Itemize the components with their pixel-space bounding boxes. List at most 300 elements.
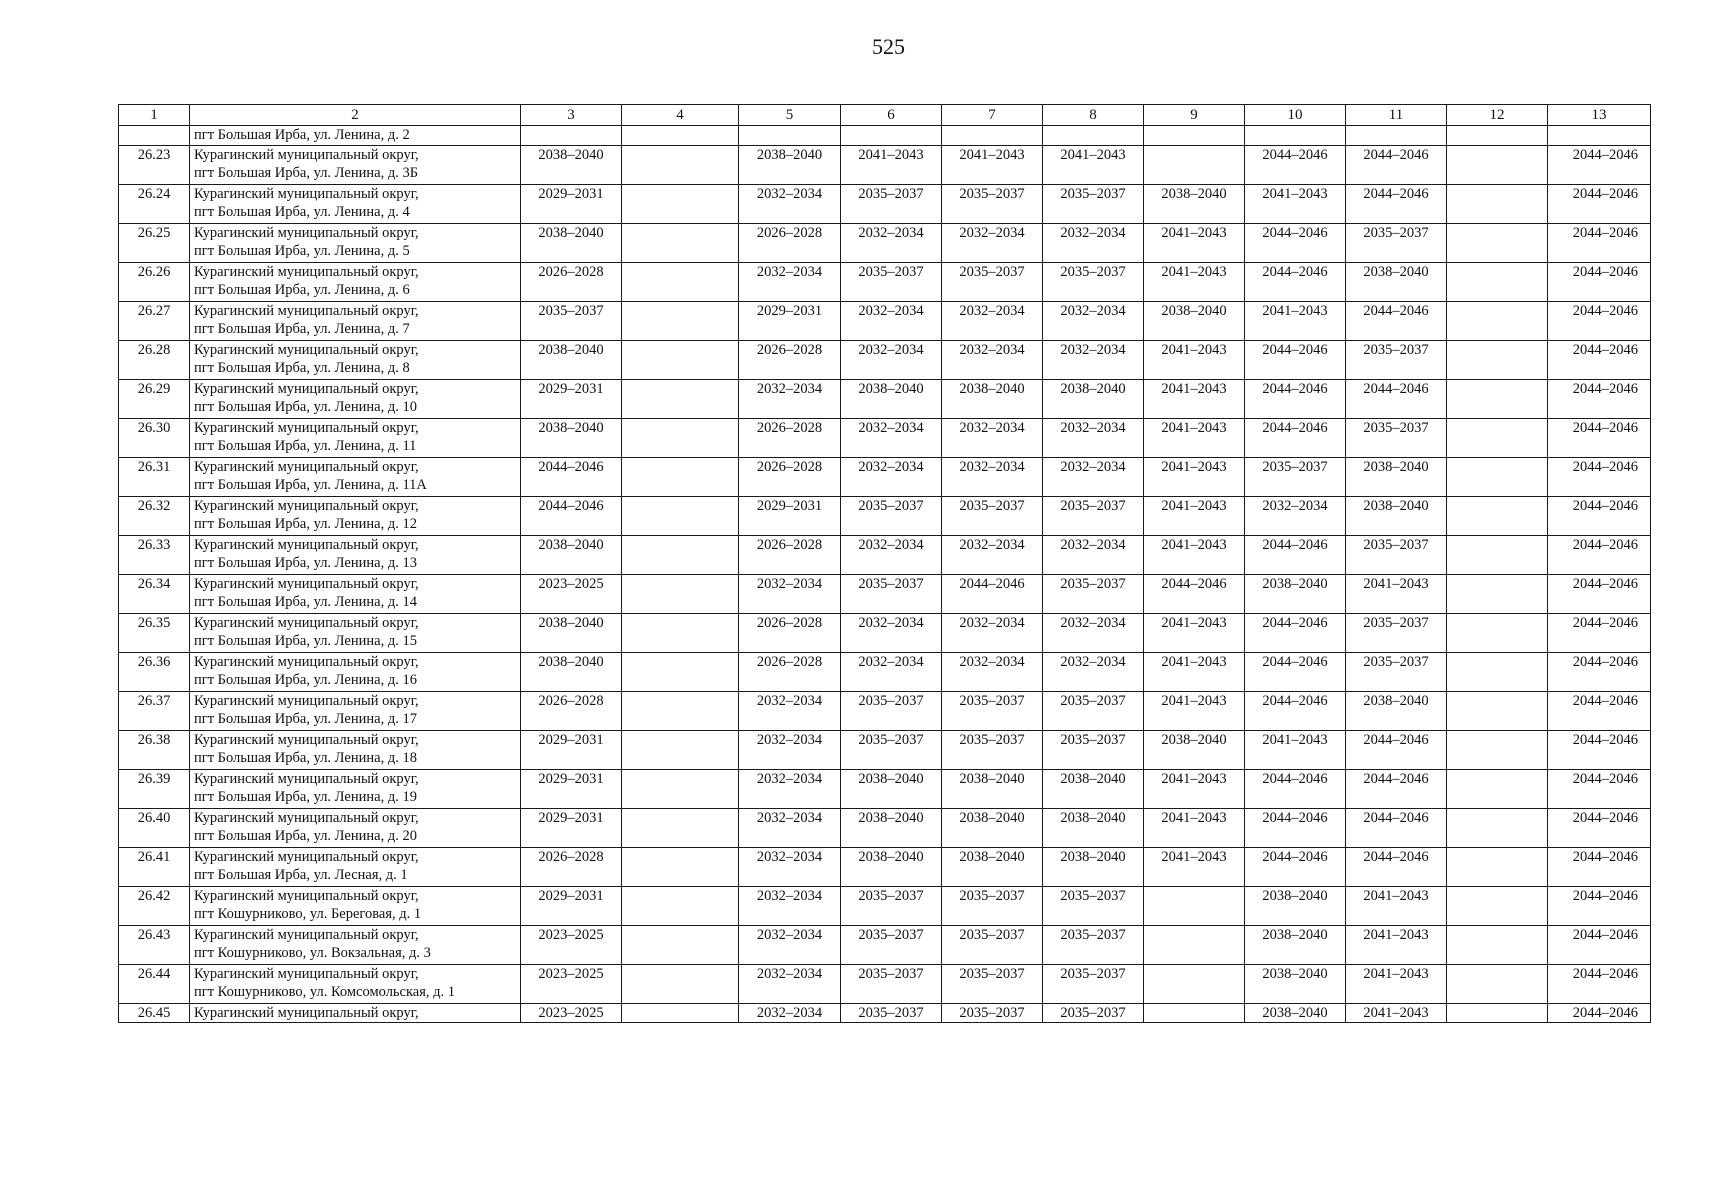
- cell-num: 26.23: [119, 146, 190, 185]
- cell-c8: 2035–2037: [1043, 965, 1144, 1004]
- cell-c10: 2044–2046: [1245, 809, 1346, 848]
- cell-c9: 2038–2040: [1144, 302, 1245, 341]
- cell-c11: 2044–2046: [1346, 302, 1447, 341]
- cell-c3: 2023–2025: [521, 575, 622, 614]
- address-line-2: пгт Большая Ирба, ул. Ленина, д. 13: [194, 555, 417, 571]
- continuation-row: [119, 126, 1651, 146]
- cell-c11: 2041–2043: [1346, 887, 1447, 926]
- cell-c4: [622, 614, 739, 653]
- cell-c13: 2044–2046: [1548, 224, 1651, 263]
- cell-c9: [1144, 1004, 1245, 1023]
- cell-c13: 2044–2046: [1548, 263, 1651, 302]
- cell-c4: [622, 146, 739, 185]
- cell-c8: 2032–2034: [1043, 653, 1144, 692]
- column-header: 11: [1346, 105, 1447, 126]
- cell-c4: [622, 692, 739, 731]
- address-line-2: пгт Кошурниково, ул. Комсомольская, д. 1: [194, 984, 456, 1000]
- cell-c12: [1447, 380, 1548, 419]
- cell-num: 26.24: [119, 185, 190, 224]
- cell-c10: 2038–2040: [1245, 965, 1346, 1004]
- address-line-1: Курагинский муниципальный округ,: [194, 732, 419, 748]
- cell-c4: [622, 341, 739, 380]
- cell-c11: 2041–2043: [1346, 965, 1447, 1004]
- cell-c9: [1144, 126, 1245, 146]
- cell-c9: 2041–2043: [1144, 614, 1245, 653]
- cell-c11: 2044–2046: [1346, 809, 1447, 848]
- cell-c5: 2032–2034: [739, 575, 841, 614]
- address-line-1: Курагинский муниципальный округ,: [194, 381, 419, 397]
- cell-c13: 2044–2046: [1548, 848, 1651, 887]
- table-row: [119, 419, 1651, 458]
- cell-c10: 2041–2043: [1245, 302, 1346, 341]
- table-row: [119, 458, 1651, 497]
- cell-num: 26.31: [119, 458, 190, 497]
- cell-c3: 2026–2028: [521, 692, 622, 731]
- address-line-2: пгт Большая Ирба, ул. Ленина, д. 16: [194, 672, 417, 688]
- cell-c10: 2035–2037: [1245, 458, 1346, 497]
- table-row: [119, 887, 1651, 926]
- cell-c13: 2044–2046: [1548, 185, 1651, 224]
- header-row: [119, 105, 1651, 126]
- cell-c3: 2023–2025: [521, 965, 622, 1004]
- cell-c7: 2035–2037: [942, 263, 1043, 302]
- cell-num: 26.36: [119, 653, 190, 692]
- cell-c3: 2026–2028: [521, 263, 622, 302]
- cell-c9: 2041–2043: [1144, 497, 1245, 536]
- cell-c10: 2032–2034: [1245, 497, 1346, 536]
- cell-address: [190, 302, 521, 341]
- cell-c7: 2038–2040: [942, 848, 1043, 887]
- cell-num: 26.38: [119, 731, 190, 770]
- cell-c9: 2041–2043: [1144, 692, 1245, 731]
- address-line-2: пгт Кошурниково, ул. Вокзальная, д. 3: [194, 945, 431, 961]
- cell-c4: [622, 887, 739, 926]
- cell-address: [190, 341, 521, 380]
- cell-num: [119, 126, 190, 146]
- cell-c9: [1144, 146, 1245, 185]
- address-line-2: пгт Кошурниково, ул. Береговая, д. 1: [194, 906, 422, 922]
- cell-c7: 2035–2037: [942, 692, 1043, 731]
- cell-c7: 2035–2037: [942, 497, 1043, 536]
- cell-c7: 2035–2037: [942, 1004, 1043, 1023]
- cell-c4: [622, 653, 739, 692]
- cell-c7: 2044–2046: [942, 575, 1043, 614]
- cell-c13: 2044–2046: [1548, 692, 1651, 731]
- address-line-1: Курагинский муниципальный округ,: [194, 420, 419, 436]
- table-row: [119, 224, 1651, 263]
- cell-address: [190, 185, 521, 224]
- cell-c5: 2032–2034: [739, 770, 841, 809]
- cell-c12: [1447, 419, 1548, 458]
- cell-c8: 2035–2037: [1043, 926, 1144, 965]
- cell-address: [190, 1004, 521, 1023]
- address-line-2: пгт Большая Ирба, ул. Ленина, д. 11: [194, 438, 417, 454]
- cell-c8: 2035–2037: [1043, 731, 1144, 770]
- cell-c6: 2035–2037: [841, 497, 942, 536]
- cell-c5: 2029–2031: [739, 497, 841, 536]
- cell-c11: 2035–2037: [1346, 419, 1447, 458]
- cell-num: 26.37: [119, 692, 190, 731]
- address-line-1: Курагинский муниципальный округ,: [194, 615, 419, 631]
- cell-c12: [1447, 965, 1548, 1004]
- cell-c13: 2044–2046: [1548, 731, 1651, 770]
- cell-c4: [622, 126, 739, 146]
- cell-c12: [1447, 614, 1548, 653]
- cell-c12: [1447, 224, 1548, 263]
- cell-c8: 2035–2037: [1043, 887, 1144, 926]
- cell-c11: 2035–2037: [1346, 341, 1447, 380]
- cell-c3: 2029–2031: [521, 731, 622, 770]
- cell-address: [190, 692, 521, 731]
- cell-address: [190, 848, 521, 887]
- cell-address: [190, 614, 521, 653]
- cell-c12: [1447, 731, 1548, 770]
- cell-num: 26.33: [119, 536, 190, 575]
- cell-c9: 2041–2043: [1144, 263, 1245, 302]
- address-line-1: Курагинский муниципальный округ,: [194, 576, 419, 592]
- table-row: [119, 1004, 1651, 1023]
- cell-c3: 2038–2040: [521, 614, 622, 653]
- address-line-2: пгт Большая Ирба, ул. Ленина, д. 10: [194, 399, 417, 415]
- cell-c11: 2038–2040: [1346, 497, 1447, 536]
- address-line-1: Курагинский муниципальный округ,: [194, 1005, 419, 1021]
- cell-c5: 2026–2028: [739, 614, 841, 653]
- cell-c12: [1447, 926, 1548, 965]
- cell-c5: 2032–2034: [739, 887, 841, 926]
- cell-num: 26.32: [119, 497, 190, 536]
- cell-c12: [1447, 263, 1548, 302]
- column-header: 3: [521, 105, 622, 126]
- table-row: [119, 536, 1651, 575]
- cell-c10: 2044–2046: [1245, 692, 1346, 731]
- cell-c10: [1245, 126, 1346, 146]
- cell-c9: 2038–2040: [1144, 185, 1245, 224]
- cell-c12: [1447, 126, 1548, 146]
- address-line-1: Курагинский муниципальный округ,: [194, 888, 419, 904]
- cell-c8: 2035–2037: [1043, 263, 1144, 302]
- table-body: [119, 126, 1651, 1023]
- cell-c7: 2041–2043: [942, 146, 1043, 185]
- address-line-1: Курагинский муниципальный округ,: [194, 693, 419, 709]
- cell-c9: 2041–2043: [1144, 341, 1245, 380]
- cell-c10: 2044–2046: [1245, 653, 1346, 692]
- address-line-2: пгт Большая Ирба, ул. Ленина, д. 18: [194, 750, 417, 766]
- table-row: [119, 692, 1651, 731]
- cell-c8: 2038–2040: [1043, 380, 1144, 419]
- cell-c13: 2044–2046: [1548, 770, 1651, 809]
- cell-address: [190, 419, 521, 458]
- cell-c12: [1447, 536, 1548, 575]
- cell-c5: 2026–2028: [739, 653, 841, 692]
- table-header: [119, 105, 1651, 126]
- cell-c6: 2032–2034: [841, 614, 942, 653]
- table-row: [119, 185, 1651, 224]
- cell-c12: [1447, 1004, 1548, 1023]
- address-line-1: Курагинский муниципальный округ,: [194, 342, 419, 358]
- cell-c3: 2044–2046: [521, 497, 622, 536]
- cell-c5: 2026–2028: [739, 224, 841, 263]
- cell-c7: 2032–2034: [942, 302, 1043, 341]
- cell-c3: 2029–2031: [521, 185, 622, 224]
- cell-c8: 2035–2037: [1043, 575, 1144, 614]
- cell-c8: 2032–2034: [1043, 614, 1144, 653]
- cell-c13: 2044–2046: [1548, 497, 1651, 536]
- cell-c5: 2038–2040: [739, 146, 841, 185]
- cell-address: [190, 263, 521, 302]
- cell-c7: 2038–2040: [942, 770, 1043, 809]
- cell-c7: 2035–2037: [942, 185, 1043, 224]
- address-line-1: Курагинский муниципальный округ,: [194, 966, 419, 982]
- cell-c10: 2038–2040: [1245, 887, 1346, 926]
- cell-address: пгт Большая Ирба, ул. Ленина, д. 2: [190, 126, 521, 146]
- cell-c5: 2026–2028: [739, 419, 841, 458]
- cell-c12: [1447, 848, 1548, 887]
- cell-c12: [1447, 185, 1548, 224]
- cell-c7: 2035–2037: [942, 887, 1043, 926]
- cell-c9: [1144, 926, 1245, 965]
- cell-num: 26.44: [119, 965, 190, 1004]
- cell-c3: 2029–2031: [521, 809, 622, 848]
- cell-address: [190, 887, 521, 926]
- cell-c4: [622, 1004, 739, 1023]
- cell-c4: [622, 809, 739, 848]
- cell-c10: 2044–2046: [1245, 848, 1346, 887]
- address-line-2: пгт Большая Ирба, ул. Ленина, д. 20: [194, 828, 417, 844]
- column-header: 9: [1144, 105, 1245, 126]
- page-number: 525: [872, 34, 905, 59]
- cell-c5: 2032–2034: [739, 731, 841, 770]
- cell-c5: [739, 126, 841, 146]
- cell-c6: 2035–2037: [841, 731, 942, 770]
- cell-c7: 2032–2034: [942, 614, 1043, 653]
- cell-c13: 2044–2046: [1548, 536, 1651, 575]
- cell-c8: 2032–2034: [1043, 224, 1144, 263]
- cell-c11: 2035–2037: [1346, 614, 1447, 653]
- cell-num: 26.27: [119, 302, 190, 341]
- cell-c6: 2032–2034: [841, 224, 942, 263]
- cell-c9: 2041–2043: [1144, 380, 1245, 419]
- column-header: 12: [1447, 105, 1548, 126]
- address-line-1: Курагинский муниципальный округ,: [194, 264, 419, 280]
- cell-c13: 2044–2046: [1548, 965, 1651, 1004]
- cell-c10: 2038–2040: [1245, 575, 1346, 614]
- table-row: [119, 731, 1651, 770]
- cell-address: [190, 770, 521, 809]
- cell-c6: 2038–2040: [841, 380, 942, 419]
- table-row: [119, 341, 1651, 380]
- cell-num: 26.39: [119, 770, 190, 809]
- cell-c8: 2032–2034: [1043, 536, 1144, 575]
- cell-c13: 2044–2046: [1548, 380, 1651, 419]
- cell-c5: 2032–2034: [739, 263, 841, 302]
- cell-c6: [841, 126, 942, 146]
- cell-address: [190, 536, 521, 575]
- cell-c6: 2038–2040: [841, 809, 942, 848]
- cell-c10: 2044–2046: [1245, 341, 1346, 380]
- cell-num: 26.35: [119, 614, 190, 653]
- cell-c9: 2038–2040: [1144, 731, 1245, 770]
- column-header: 8: [1043, 105, 1144, 126]
- cell-c3: 2038–2040: [521, 224, 622, 263]
- cell-c10: 2041–2043: [1245, 185, 1346, 224]
- cell-num: 26.28: [119, 341, 190, 380]
- cell-c8: 2032–2034: [1043, 302, 1144, 341]
- cell-c8: 2041–2043: [1043, 146, 1144, 185]
- cell-c7: [942, 126, 1043, 146]
- cell-c12: [1447, 575, 1548, 614]
- cell-c11: 2038–2040: [1346, 263, 1447, 302]
- cell-c3: 2023–2025: [521, 1004, 622, 1023]
- cell-c3: [521, 126, 622, 146]
- cell-c5: 2032–2034: [739, 848, 841, 887]
- cell-c7: 2032–2034: [942, 653, 1043, 692]
- column-header: 7: [942, 105, 1043, 126]
- address-line-2: пгт Большая Ирба, ул. Ленина, д. 19: [194, 789, 417, 805]
- column-header: 2: [190, 105, 521, 126]
- cell-c12: [1447, 692, 1548, 731]
- cell-c12: [1447, 497, 1548, 536]
- cell-c11: 2044–2046: [1346, 380, 1447, 419]
- address-line-2: пгт Большая Ирба, ул. Ленина, д. 15: [194, 633, 417, 649]
- cell-c9: [1144, 965, 1245, 1004]
- cell-num: 26.40: [119, 809, 190, 848]
- address-line-2: пгт Большая Ирба, ул. Ленина, д. 5: [194, 243, 410, 259]
- cell-c3: 2038–2040: [521, 419, 622, 458]
- cell-c8: 2038–2040: [1043, 809, 1144, 848]
- cell-c8: [1043, 126, 1144, 146]
- table-row: [119, 965, 1651, 1004]
- cell-c6: 2038–2040: [841, 770, 942, 809]
- table-row: [119, 653, 1651, 692]
- address-line-2: пгт Большая Ирба, ул. Ленина, д. 7: [194, 321, 410, 337]
- cell-c13: 2044–2046: [1548, 302, 1651, 341]
- cell-c13: 2044–2046: [1548, 341, 1651, 380]
- cell-c11: 2035–2037: [1346, 653, 1447, 692]
- cell-c11: [1346, 126, 1447, 146]
- address-line-1: Курагинский муниципальный округ,: [194, 927, 419, 943]
- table-row: [119, 575, 1651, 614]
- cell-c6: 2035–2037: [841, 263, 942, 302]
- cell-c9: 2041–2043: [1144, 458, 1245, 497]
- cell-c13: 2044–2046: [1548, 575, 1651, 614]
- cell-address: [190, 224, 521, 263]
- address-line-2: пгт Большая Ирба, ул. Ленина, д. 14: [194, 594, 417, 610]
- cell-c4: [622, 224, 739, 263]
- cell-address: [190, 458, 521, 497]
- cell-c7: 2038–2040: [942, 380, 1043, 419]
- schedule-table: [118, 104, 1651, 1023]
- cell-address: [190, 575, 521, 614]
- cell-c4: [622, 926, 739, 965]
- cell-c9: 2041–2043: [1144, 809, 1245, 848]
- cell-address: [190, 380, 521, 419]
- address-line-1: Курагинский муниципальный округ,: [194, 810, 419, 826]
- cell-c11: 2044–2046: [1346, 770, 1447, 809]
- cell-c11: 2044–2046: [1346, 185, 1447, 224]
- cell-c12: [1447, 341, 1548, 380]
- cell-c10: 2044–2046: [1245, 263, 1346, 302]
- cell-c4: [622, 302, 739, 341]
- cell-c3: 2035–2037: [521, 302, 622, 341]
- cell-address: [190, 497, 521, 536]
- table-row: [119, 380, 1651, 419]
- address-line-2: пгт Большая Ирба, ул. Ленина, д. 4: [194, 204, 410, 220]
- cell-c8: 2035–2037: [1043, 692, 1144, 731]
- cell-address: [190, 731, 521, 770]
- cell-c8: 2035–2037: [1043, 1004, 1144, 1023]
- cell-num: 26.26: [119, 263, 190, 302]
- cell-c6: 2032–2034: [841, 458, 942, 497]
- cell-c5: 2032–2034: [739, 692, 841, 731]
- column-header: 6: [841, 105, 942, 126]
- address-line-1: Курагинский муниципальный округ,: [194, 147, 419, 163]
- table-row: [119, 263, 1651, 302]
- cell-c6: 2035–2037: [841, 1004, 942, 1023]
- cell-c4: [622, 419, 739, 458]
- address-line-2: пгт Большая Ирба, ул. Ленина, д. 3Б: [194, 165, 419, 181]
- column-header: 1: [119, 105, 190, 126]
- cell-c12: [1447, 653, 1548, 692]
- cell-c6: 2032–2034: [841, 419, 942, 458]
- cell-c5: 2026–2028: [739, 458, 841, 497]
- cell-c4: [622, 263, 739, 302]
- cell-c10: 2044–2046: [1245, 536, 1346, 575]
- cell-c7: 2032–2034: [942, 224, 1043, 263]
- address-line-1: Курагинский муниципальный округ,: [194, 186, 419, 202]
- cell-c10: 2038–2040: [1245, 1004, 1346, 1023]
- cell-c13: 2044–2046: [1548, 614, 1651, 653]
- cell-c7: 2032–2034: [942, 536, 1043, 575]
- table-row: [119, 302, 1651, 341]
- cell-c9: 2041–2043: [1144, 419, 1245, 458]
- cell-c7: 2035–2037: [942, 731, 1043, 770]
- address-line-1: Курагинский муниципальный округ,: [194, 498, 419, 514]
- cell-c9: 2041–2043: [1144, 653, 1245, 692]
- cell-c12: [1447, 770, 1548, 809]
- cell-c4: [622, 575, 739, 614]
- cell-c3: 2029–2031: [521, 380, 622, 419]
- cell-c5: 2032–2034: [739, 1004, 841, 1023]
- cell-c11: 2041–2043: [1346, 1004, 1447, 1023]
- cell-c10: 2044–2046: [1245, 224, 1346, 263]
- cell-c13: [1548, 126, 1651, 146]
- cell-c13: 2044–2046: [1548, 809, 1651, 848]
- cell-c13: 2044–2046: [1548, 887, 1651, 926]
- cell-num: 26.25: [119, 224, 190, 263]
- cell-c3: 2038–2040: [521, 146, 622, 185]
- address-line-1: Курагинский муниципальный округ,: [194, 654, 419, 670]
- cell-c4: [622, 380, 739, 419]
- cell-c8: 2032–2034: [1043, 341, 1144, 380]
- cell-c11: 2044–2046: [1346, 146, 1447, 185]
- cell-address: [190, 146, 521, 185]
- cell-c4: [622, 770, 739, 809]
- cell-c13: 2044–2046: [1548, 1004, 1651, 1023]
- cell-c6: 2035–2037: [841, 185, 942, 224]
- cell-c5: 2026–2028: [739, 341, 841, 380]
- cell-c5: 2026–2028: [739, 536, 841, 575]
- cell-c6: 2035–2037: [841, 965, 942, 1004]
- cell-num: 26.43: [119, 926, 190, 965]
- cell-c6: 2035–2037: [841, 692, 942, 731]
- cell-c11: 2044–2046: [1346, 731, 1447, 770]
- cell-c6: 2035–2037: [841, 575, 942, 614]
- cell-c7: 2035–2037: [942, 926, 1043, 965]
- cell-c6: 2032–2034: [841, 341, 942, 380]
- cell-c8: 2032–2034: [1043, 419, 1144, 458]
- cell-c12: [1447, 146, 1548, 185]
- cell-c13: 2044–2046: [1548, 419, 1651, 458]
